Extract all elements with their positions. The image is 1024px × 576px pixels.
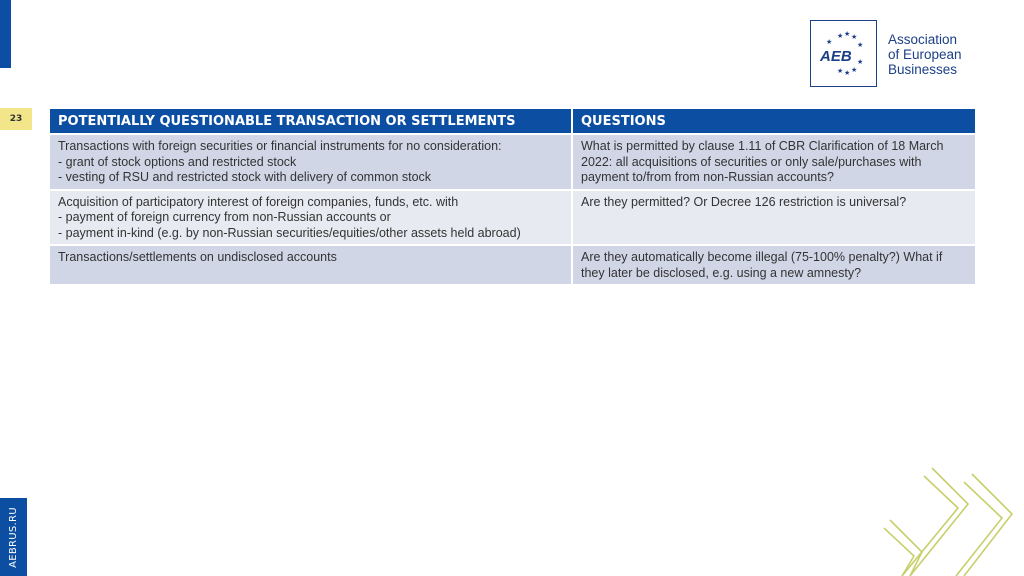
header-transaction: POTENTIALLY QUESTIONABLE TRANSACTION OR SETTLEMENTS [49, 108, 572, 134]
cell-line: - grant of stock options and restricted stock [58, 154, 297, 169]
aeb-logo [810, 20, 877, 87]
table-row [49, 134, 976, 190]
transactions-table [48, 107, 977, 286]
svg-text:★: ★ [851, 33, 858, 41]
cell-line: Transactions/settlements on undisclosed accounts [58, 250, 337, 264]
cell-line: - payment of foreign currency from non-Russian accounts or [58, 210, 391, 224]
transaction-cell [49, 245, 572, 285]
question-cell [572, 190, 976, 246]
cell-line: Are they permitted? Or Decree 126 restriction is universal? [581, 194, 907, 209]
table-header-row [49, 108, 976, 134]
svg-text:★: ★ [857, 58, 864, 66]
logo-line: of European [888, 47, 962, 62]
cell-line: Transactions with foreign securities or financial instruments for no consideration: [58, 139, 502, 153]
page-number-badge: 23 [0, 108, 32, 130]
cell-line: - vesting of RSU and restricted stock with delivery of common stock [58, 170, 432, 184]
cell-line: 2022: all acquisitions of securities or only sale/purchases with [581, 154, 922, 169]
svg-text:★: ★ [857, 41, 864, 49]
cell-line: Are they automatically become illegal (75-100% penalty?) What if [581, 250, 943, 264]
site-url-tab[interactable] [0, 498, 27, 576]
question-cell [572, 134, 976, 190]
transaction-cell [49, 134, 572, 190]
star-ring-icon [811, 21, 876, 86]
top-accent-bar [0, 0, 11, 68]
aeb-abbr: AEB [820, 48, 852, 65]
svg-text:★: ★ [851, 66, 858, 74]
table-row [49, 190, 976, 246]
site-url-label: AEBRUS.RU [8, 506, 19, 568]
svg-text:★: ★ [844, 69, 851, 77]
cell-line: payment to/from from non-Russian accounts? [581, 170, 834, 184]
cell-line: - payment in-kind (e.g. by non-Russian securities/equities/other assets held abroad) [58, 225, 521, 240]
header-questions: QUESTIONS [572, 108, 976, 134]
svg-text:★: ★ [837, 67, 844, 75]
question-cell [572, 245, 976, 285]
logo-wordmark [888, 32, 962, 77]
transaction-cell [49, 190, 572, 246]
cell-line: Acquisition of participatory interest of foreign companies, funds, etc. with [58, 194, 459, 209]
cell-line: What is permitted by clause 1.11 of CBR Clarification of 18 March [581, 139, 944, 153]
svg-text:★: ★ [844, 30, 851, 38]
table-row [49, 245, 976, 285]
logo-line: Businesses [888, 62, 958, 77]
logo-line: Association [888, 32, 958, 47]
svg-text:★: ★ [826, 38, 833, 46]
svg-text:★: ★ [837, 32, 844, 40]
chevron-decoration [880, 460, 1024, 576]
cell-line: they later be disclosed, e.g. using a new amnesty? [581, 265, 862, 280]
